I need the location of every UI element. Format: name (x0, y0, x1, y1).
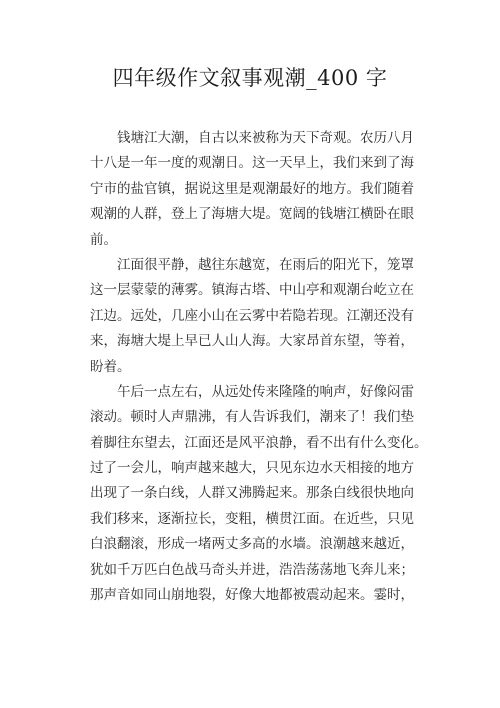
text-line: 来，海塘大堤上早已人山人海。大家昂首东望，等着， (90, 333, 414, 350)
text-line: 那声音如同山崩地裂，好像大地都被震动起来。霎时， (90, 587, 414, 604)
text-line: 白浪翻滚，形成一堵两丈多高的水墙。浪潮越来越近， (90, 536, 414, 553)
text-line: 着脚往东望去，江面还是风平浪静，看不出有什么变化。 (90, 434, 428, 451)
document-title: 四年级作文叙事观潮_400 字 (112, 66, 388, 90)
text-line: 犹如千万匹白色战马奇头并进，浩浩荡荡地飞奔儿来； (90, 561, 414, 578)
text-line: 我们移来，逐渐拉长，变粗，横贯江面。在近些，只见 (90, 510, 414, 527)
text-line: 江面很平静，越往东越宽，在雨后的阳光下，笼罩 (90, 256, 414, 273)
text-line: 盼着。 (90, 358, 131, 375)
text-line: 滚动。顿时人声鼎沸，有人告诉我们，潮来了！我们垫 (90, 409, 414, 426)
text-line: 宁市的盐官镇，据说这里是观潮最好的地方。我们随着 (90, 180, 414, 197)
text-line: 钱塘江大潮，自古以来被称为天下奇观。农历八月 (90, 130, 414, 146)
text-line: 观潮的人群，登上了海塘大堤。宽阔的钱塘江横卧在眼 (90, 206, 414, 223)
essay-body (90, 126, 428, 608)
text-line: 江边。远处，几座小山在云雾中若隐若现。江潮还没有 (90, 307, 414, 324)
text-line: 出现了一条白线，人群又沸腾起来。那条白线很快地向 (90, 485, 414, 502)
text-line: 这一层蒙蒙的薄雾。镇海古塔、中山亭和观潮台屹立在 (90, 282, 414, 299)
text-line: 午后一点左右，从远处传来隆隆的响声，好像闷雷 (90, 383, 414, 400)
text-line: 十八是一年一度的观潮日。这一天早上，我们来到了海 (90, 155, 414, 172)
text-line: 过了一会儿，响声越来越大，只见东边水天相接的地方 (90, 460, 414, 477)
text-line: 前。 (90, 231, 117, 248)
